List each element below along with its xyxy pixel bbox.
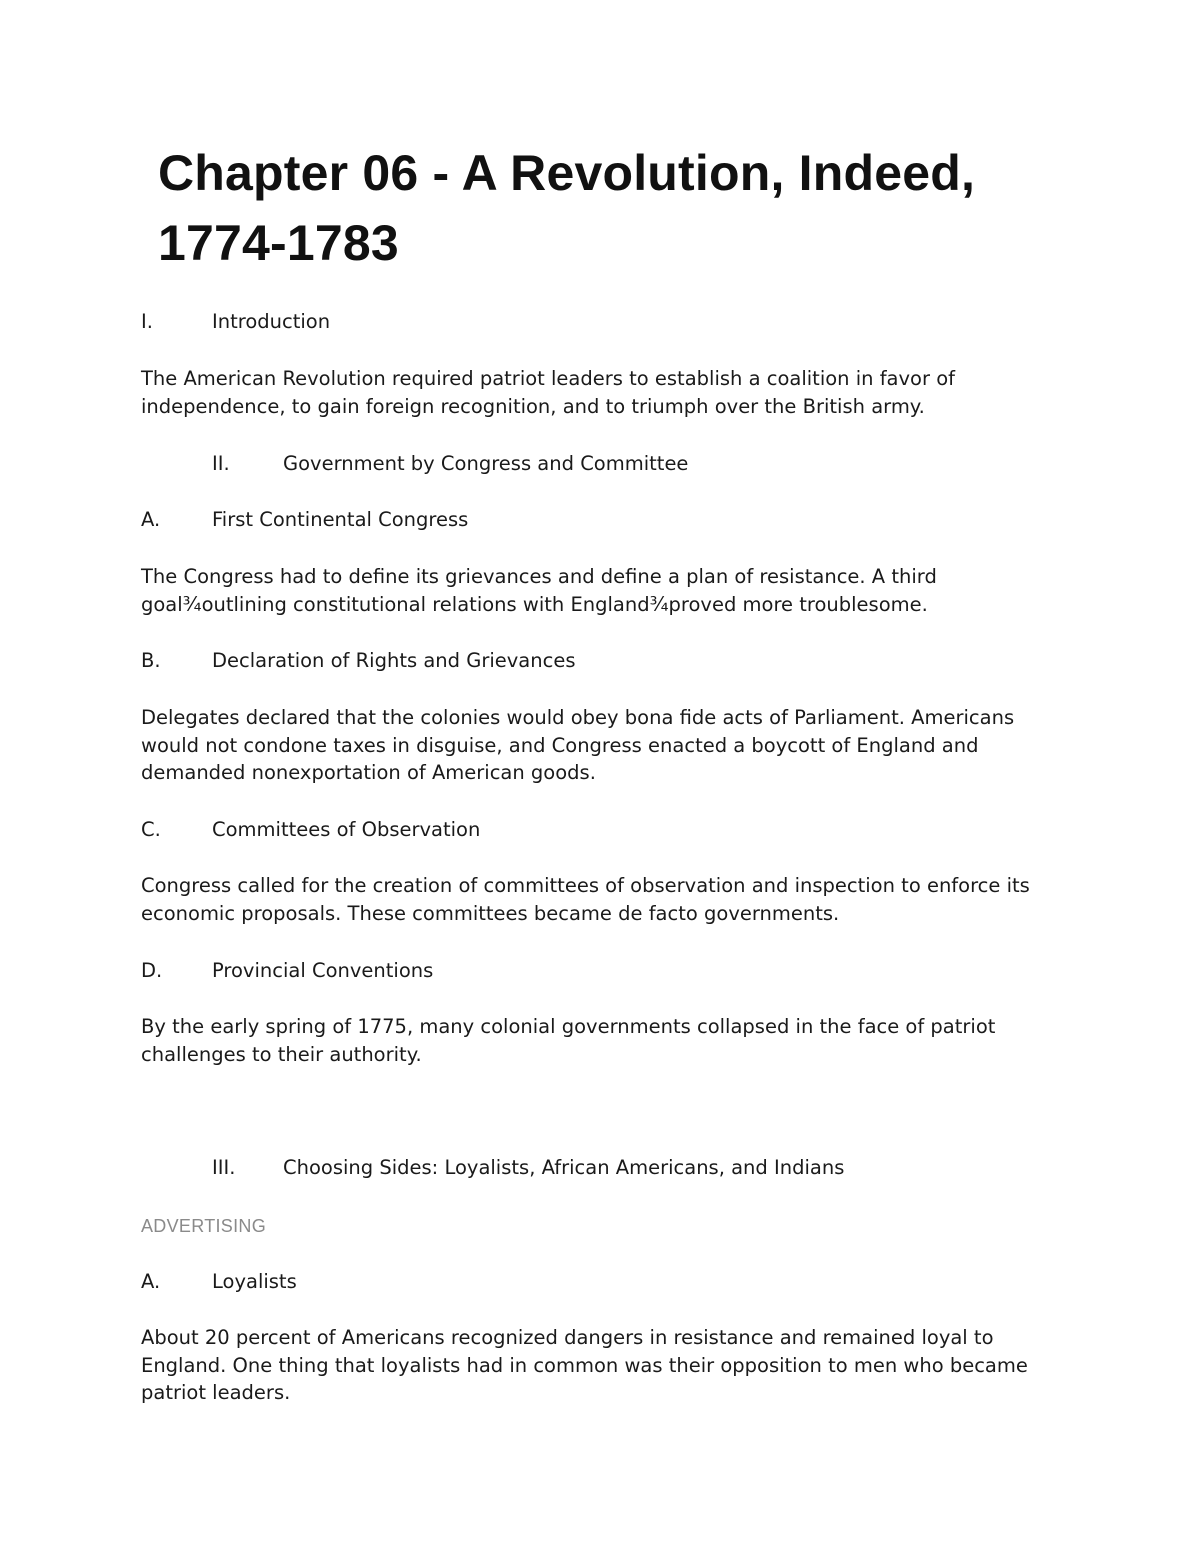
subsection-letter: C. <box>141 818 161 841</box>
paragraph-line: patriot leaders. <box>141 1381 291 1404</box>
paragraph-line: goal¾outlining constitutional relations with England¾proved more troublesome. <box>141 592 928 616</box>
subsection-heading-provincial-conventions <box>141 957 433 985</box>
paragraph-loyalists <box>141 1324 1061 1407</box>
paragraph-provincial-conventions <box>141 1013 1061 1068</box>
paragraph-line: About 20 percent of Americans recognized dangers in resistance and remained loyal to <box>141 1326 994 1349</box>
section-label: Government by Congress and Committee <box>283 452 689 475</box>
subsection-heading-declaration <box>141 647 575 675</box>
subsection-label: Loyalists <box>212 1270 297 1293</box>
paragraph-line: The Congress had to define its grievances and define a plan of resistance. A third <box>141 565 937 588</box>
paragraph-line: independence, to gain foreign recognition, and to triumph over the British army. <box>141 394 925 418</box>
paragraph-line: demanded nonexportation of American goods. <box>141 761 596 784</box>
paragraph-line: The American Revolution required patriot leaders to establish a coalition in favor of <box>141 367 955 390</box>
section-heading-introduction <box>141 308 330 336</box>
subsection-heading-loyalists <box>141 1268 297 1296</box>
subsection-heading-committees <box>141 816 480 844</box>
advertising-label: ADVERTISING <box>141 1216 266 1236</box>
subsection-label: Provincial Conventions <box>212 959 434 982</box>
title-line-1: Chapter 06 - A Revolution, Indeed, <box>158 145 976 201</box>
subsection-label: First Continental Congress <box>212 508 469 531</box>
paragraph-committees <box>141 872 1061 927</box>
section-number: III. <box>212 1156 236 1179</box>
paragraph-line: Congress called for the creation of committees of observation and inspection to enforce its <box>141 874 1030 897</box>
paragraph-first-continental-congress <box>141 563 1061 618</box>
section-label: Choosing Sides: Loyalists, African Americans, and Indians <box>283 1156 845 1179</box>
subsection-letter: A. <box>141 1270 161 1293</box>
section-heading-government <box>212 450 688 478</box>
subsection-letter: A. <box>141 508 161 531</box>
paragraph-introduction <box>141 365 1061 420</box>
subsection-label: Committees of Observation <box>212 818 481 841</box>
paragraph-line: would not condone taxes in disguise, and Congress enacted a boycott of England and <box>141 733 979 757</box>
section-heading-choosing-sides <box>212 1154 844 1182</box>
paragraph-line: challenges to their authority. <box>141 1042 422 1066</box>
title-line-2: 1774-1783 <box>158 215 399 271</box>
subsection-letter: D. <box>141 959 163 982</box>
paragraph-declaration <box>141 704 1061 787</box>
subsection-heading-first-continental-congress <box>141 506 468 534</box>
section-number: I. <box>141 310 153 333</box>
section-number: II. <box>212 452 230 475</box>
paragraph-line: By the early spring of 1775, many colonial governments collapsed in the face of patriot <box>141 1015 996 1038</box>
paragraph-line: economic proposals. These committees became de facto governments. <box>141 901 840 925</box>
paragraph-line: England. One thing that loyalists had in common was their opposition to men who became <box>141 1353 1028 1377</box>
paragraph-line: Delegates declared that the colonies would obey bona fide acts of Parliament. Americans <box>141 706 1015 729</box>
subsection-letter: B. <box>141 649 161 672</box>
subsection-label: Declaration of Rights and Grievances <box>212 649 576 672</box>
section-label: Introduction <box>212 310 331 333</box>
document-title <box>158 138 1118 278</box>
